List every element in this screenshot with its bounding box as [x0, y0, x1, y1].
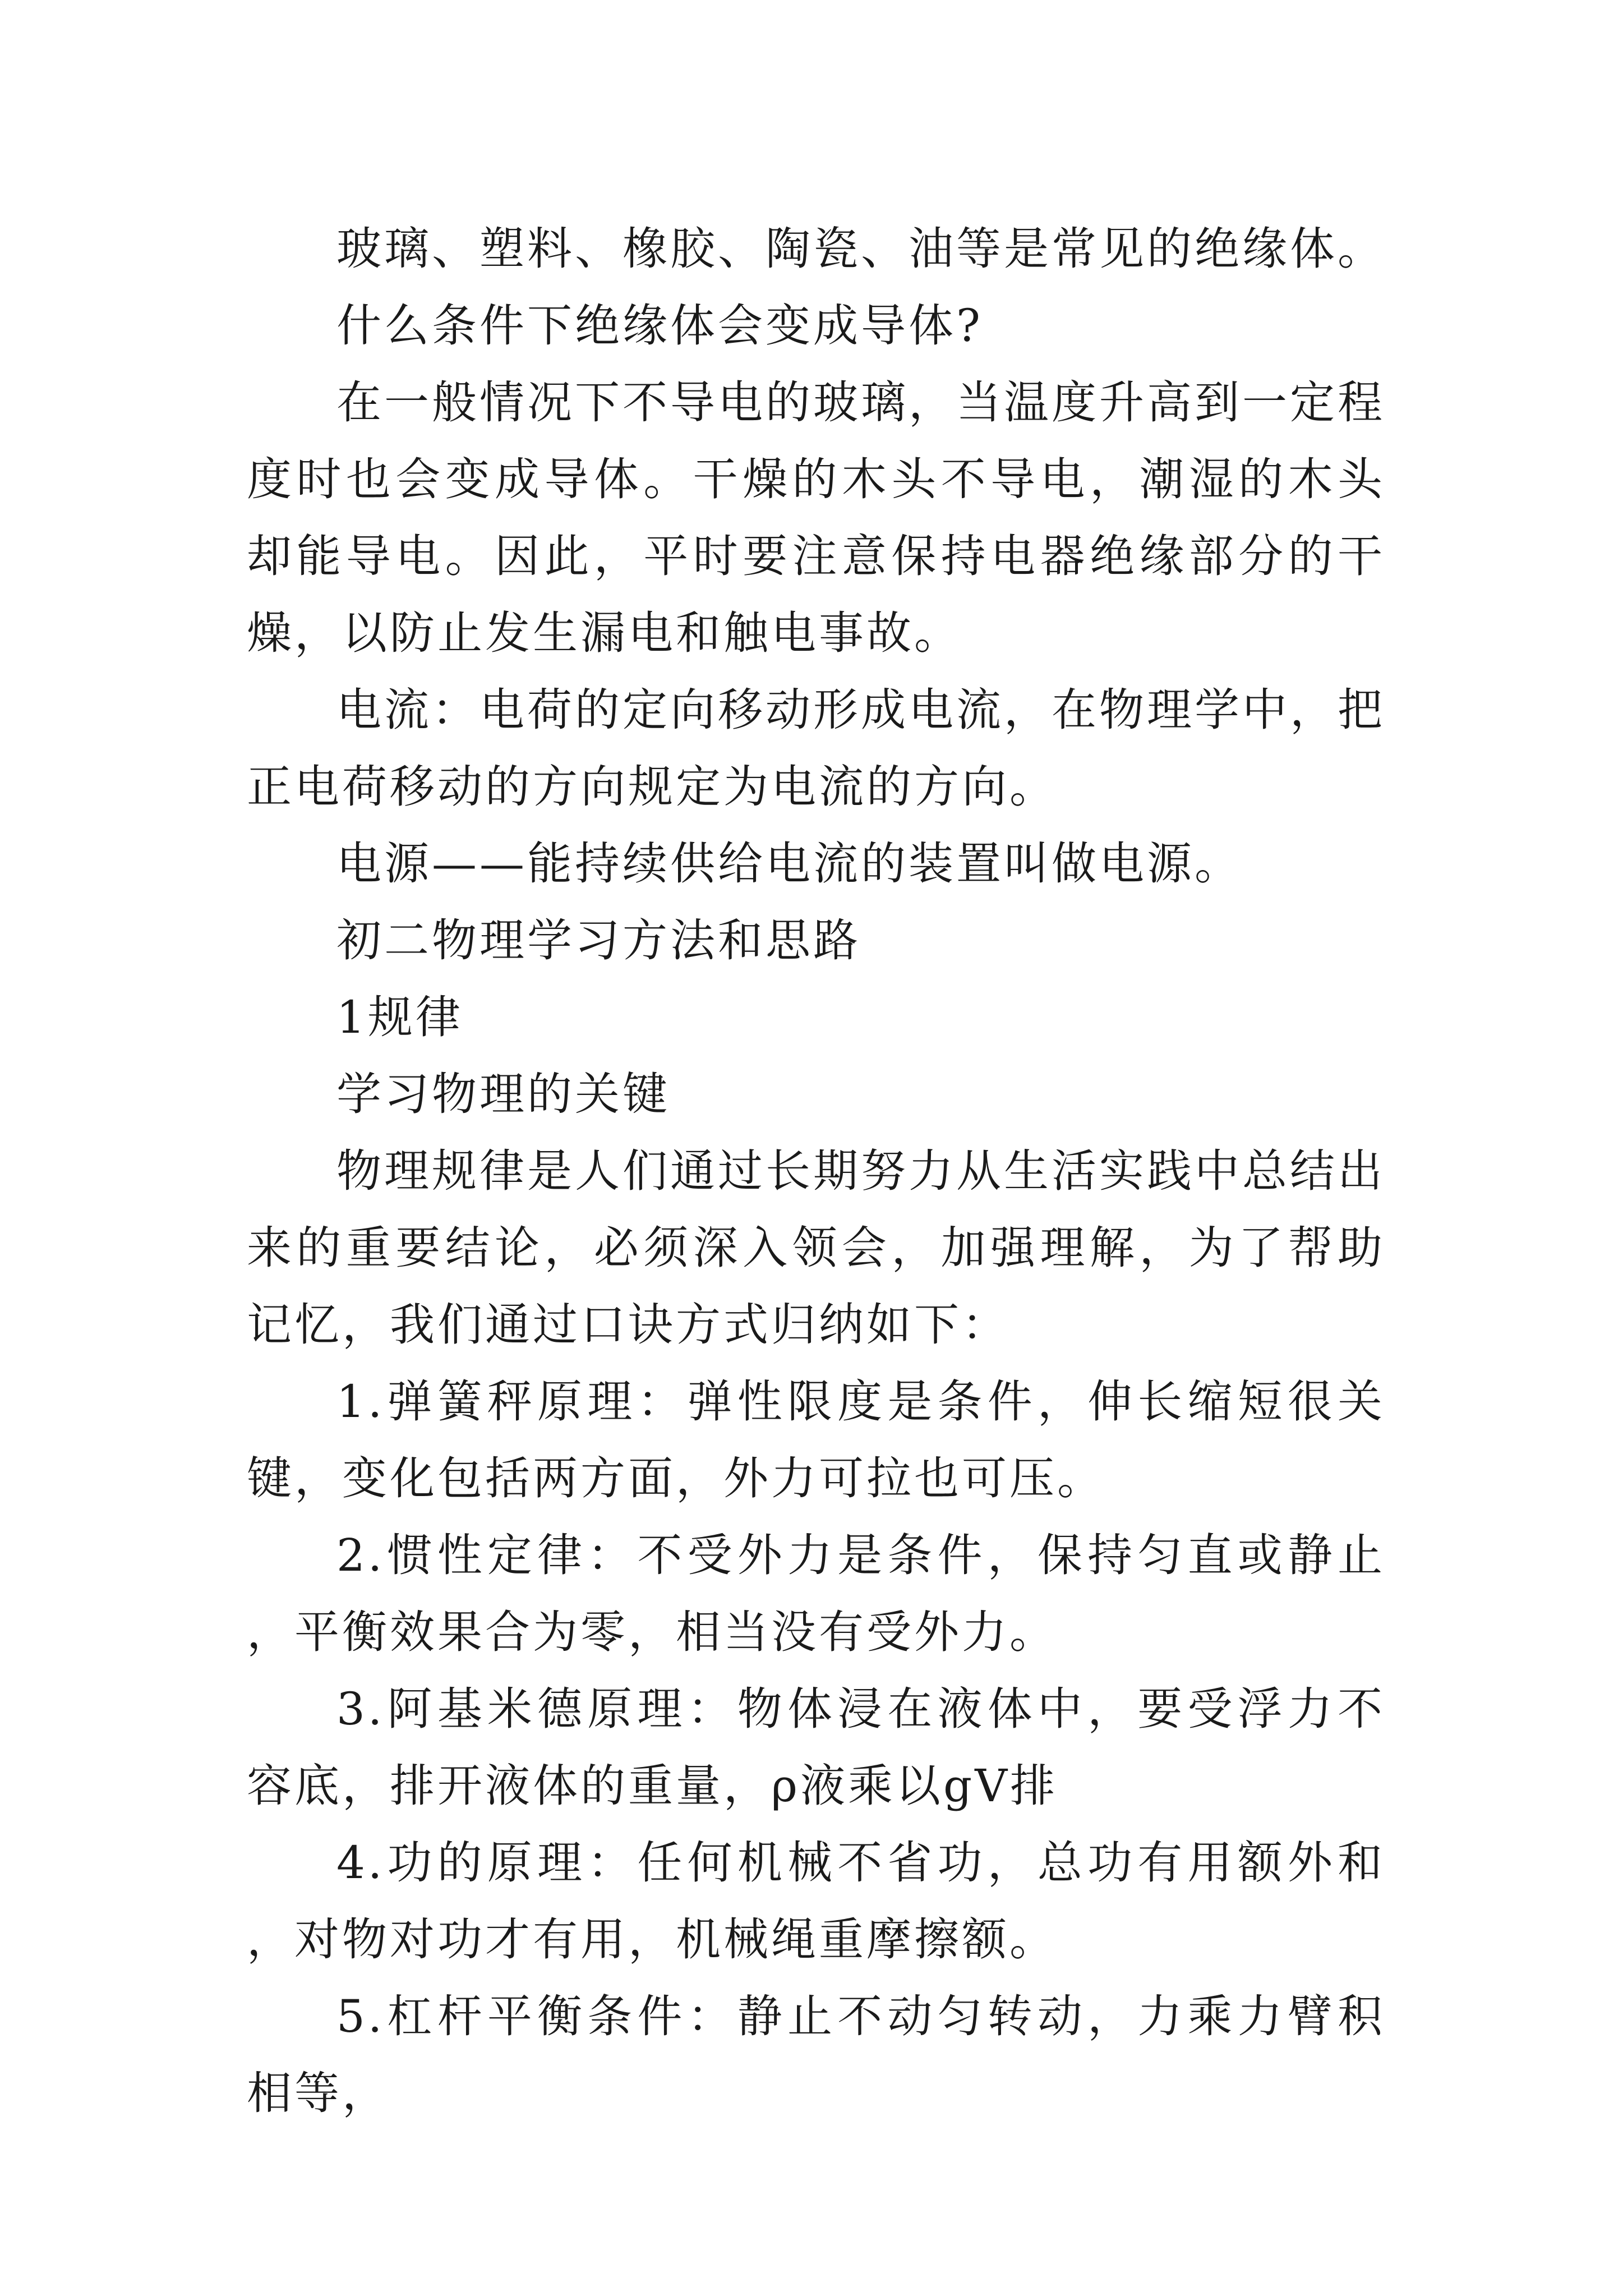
paragraph-study-methods-heading: 初二物理学习方法和思路: [336, 914, 861, 967]
paragraph-physics-laws: 物理规律是人们通过长期努力从生活实践中总结出来的重要结论，必须深入领会，加强理解，为了帮助记忆，我们通过口诀方式归纳如下：: [247, 1145, 1385, 1351]
body-text: [247, 210, 1385, 2132]
paragraph-work-principle: 4.功的原理：任何机械不省功，总功有用额外和，对物对功才有用，机械绳重摩擦额。: [247, 1837, 1385, 1966]
paragraph-spring-scale: 1.弹簧秤原理：弹性限度是条件，伸长缩短很关键，变化包括两方面，外力可拉也可压。: [247, 1375, 1385, 1504]
paragraph-power-source: 电源——能持续供给电流的装置叫做电源。: [336, 838, 1242, 890]
paragraph-question: 什么条件下绝缘体会变成导体?: [336, 300, 983, 352]
paragraph-current: 电流：电荷的定向移动形成电流，在物理学中，把正电荷移动的方向规定为电流的方向。: [247, 684, 1385, 813]
paragraph-inertia: 2.惯性定律：不受外力是条件，保持匀直或静止，平衡效果合为零，相当没有受外力。: [247, 1529, 1385, 1658]
paragraph-lever-balance: 5.杠杆平衡条件：静止不动匀转动，力乘力臂积相等，: [247, 1990, 1385, 2119]
paragraph-archimedes: 3.阿基米德原理：物体浸在液体中，要受浮力不容底，排开液体的重量，ρ液乘以gV排: [247, 1683, 1385, 1812]
paragraph-glass-conductor: 在一般情况下不导电的玻璃，当温度升高到一定程度时也会变成导体。干燥的木头不导电，潮湿的木头却能导电。因此，平时要注意保持电器绝缘部分的干燥，以防止发生漏电和触电事故。: [247, 376, 1385, 659]
paragraph-rule-number: 1规律: [336, 991, 463, 1043]
paragraph-insulators: 玻璃、塑料、橡胶、陶瓷、油等是常见的绝缘体。: [336, 223, 1385, 275]
paragraph-key-heading: 学习物理的关键: [336, 1068, 670, 1120]
